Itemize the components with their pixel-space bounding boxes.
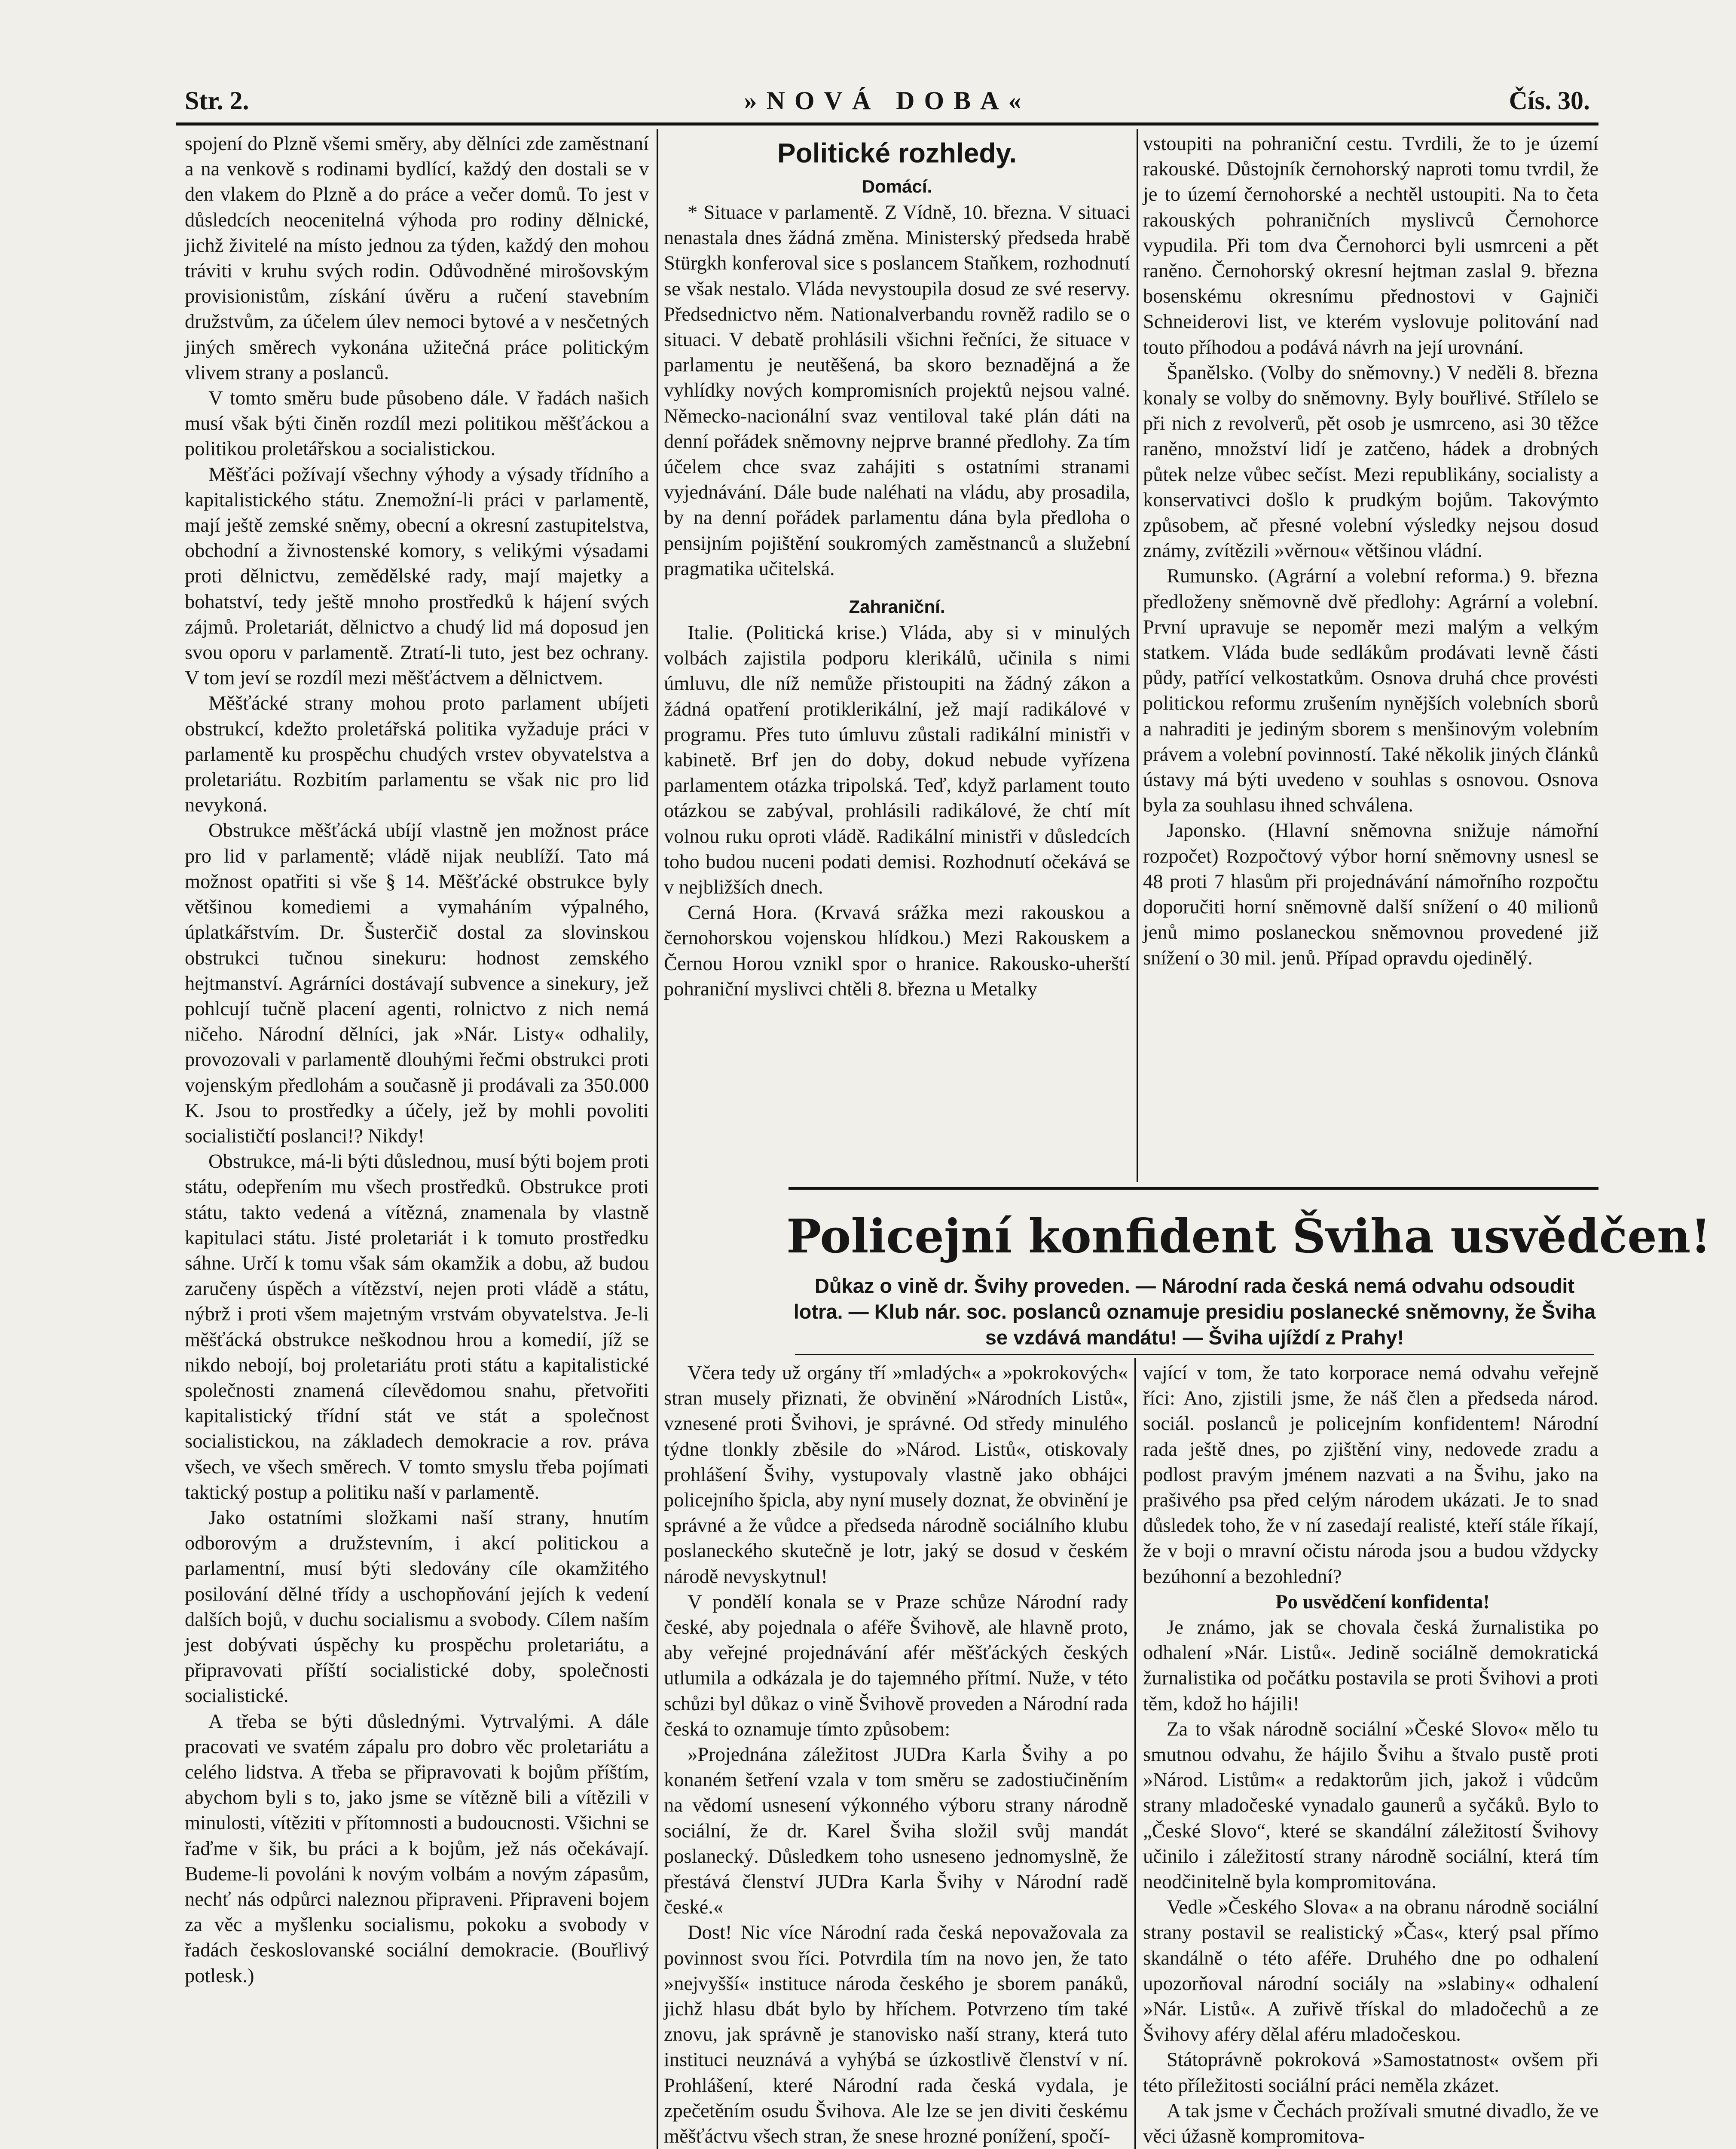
feature-deck-rule (795, 1354, 1594, 1355)
paragraph: Státoprávně pokroková »Samostatnost« ovšem při této příležitosti sociální práci neměla zkázet. (1143, 2049, 1598, 2097)
section-title: Politické rozhledy. (777, 138, 1017, 168)
right-column (1143, 131, 1598, 1180)
column-rule-left (657, 129, 658, 2149)
paragraph: Včera tedy už orgány tří »mladých« a »pokrokových« stran musely přiznati, že obvinění »Národních Listů«, vznesené proti Švihovi, je správné. Od středy minulého týdne tlonkly zběsile do »Národ. Listů«, otiskovaly prohlášení Švihy, vystupovaly vlastně jako obhájci policejního špicla, aby nyní musely doznat, že obvinění je správné a že vůdce a předseda národně sociálního klubu poslaneckého skutečně je lotr, jaký se dosud v českém národě nevyskytnul! (664, 1362, 1128, 1588)
paragraph: vající v tom, že tato korporace nemá odvahu veřejně říci: Ano, zjistili jsme, že náš člen a předseda národ. sociál. poslanců je policejním konfidentem! Národní rada ještě dnes, po zjištění viny, nedovede zradu a podlost pravým jménem nazvati a na Švihu, jako na prašivého psa před celým národem ukázati. Je to snad důsledek toho, že v ní zasedají realisté, kteří stále říkají, že v boji o mravní očistu národa jsou a budou vždycky bezúhonní a bezohlední? (1143, 1362, 1598, 1588)
feature-left-column (664, 1360, 1128, 2149)
feature-right-column (1143, 1360, 1598, 2149)
paragraph: Vedle »Českého Slova« a na obranu národně sociální strany postavil se realistický »Čas«, který psal přímo skandálně o této aféře. Druhého dne po odhalení upozorňoval národní sociály na »slabiny« odhalení »Nár. Listů«. A zuřivě třískal do mladočechů a ze Švihovy aféry dělal aféru mladočeskou. (1143, 1896, 1598, 2046)
header-rule (176, 122, 1598, 126)
paragraph: Rumunsko. (Agrární a volební reforma.) 9. března předloženy sněmovně dvě předlohy: Agrární a volební. První upravuje se nepoměr mezi malým a velkým statkem. Vláda bude sedlákům prodávati levně části půdy, patřící velkostatkům. Osnova druhá chce provésti politickou reformu zrušením nynějších volebních sborů a nahraditi je jediným sborem s menšinovým volebním právem a volební povinností. Také několik jiných článků ústavy má býti uvedeno v souhlas s osnovou. Osnova byla za souhlasu ihned schválena. (1143, 565, 1598, 817)
column-rule-middle (1137, 129, 1138, 1182)
column-rule-feature (1134, 1358, 1136, 2149)
feature-deck: Důkaz o vině dr. Švihy proveden. — Národní rada česká nemá odvahu odsoudit lotra. — Klub nár. soc. poslanců oznamuje presidiu poslanecké sněmovny, že Šviha se vzdává mandátu! — Šviha ujíždí z Prahy! (793, 1274, 1596, 1349)
issue-number: Čís. 30. (1509, 86, 1590, 115)
page-number: Str. 2. (185, 86, 249, 115)
left-column (185, 131, 649, 2149)
paragraph: Měšťáci požívají všechny výhody a výsady třídního a kapitalistického státu. Znemožní-li práci v parlamentě, mají ještě zemské sněmy, obecní a okresní zastupitelstva, obchodní a živnostenské komory, s velikými výsadami proti dělnictvu, zemědělské rady, mají majetky a bohatství, tedy ještě mnoho prostředků k hájení svých zájmů. Proletariát, dělnictvo a chudý lid má doposud jen svou oporu v parlamentě. Ztratí-li tuto, jest bez ochrany. V tom jeví se rozdíl mezi měšťáctvem a dělnictvem. (185, 463, 649, 689)
subsection-domestic: Domácí. (862, 176, 932, 196)
paragraph: * Situace v parlamentě. Z Vídně, 10. března. V situaci nenastala dnes žádná změna. Ministerský předseda hrabě Stürgkh konferoval sice s poslancem Staňkem, rozhodnutí se však nestalo. Vláda nevystoupila dosud ze své reservy. Předsednictvo něm. Nationalverbandu rovněž radilo se o situaci. V debatě prohlásili všichni řečníci, že situace v parlamentu je neutěšená, ba skoro beznadějná a že vyhlídky nových kompromisních projektů nejsou valné. Německo-nacionální svaz ventiloval také plán dáti na denní pořádek sněmovny nejprve branné předlohy. Za tím účelem chce svaz zahájiti s ostatními stranami vyjednávání. Dále bude naléhati na vládu, aby prosadila, by na denní pořádek parlamentu dána byla předloha o pensijním pojištění soukromých zaměstnanců a služební pragmatika učitelská. (664, 202, 1130, 580)
paragraph: Je známo, jak se chovala česká žurnalistika po odhalení »Nár. Listů«. Jedině sociálně demokratická žurnalistika od počátku postavila se proti Švihovi a proti těm, kdož ho hájili! (1143, 1616, 1598, 1715)
paragraph: V pondělí konala se v Praze schůze Národní rady české, aby pojednala o aféře Švihově, ale hlavně proto, aby veřejné projednávání afér měšťáckých českých utlumila a odkázala je do tajemného přítmí. Nuže, v této schůzi byl důkaz o vině Švihově proveden a Národní rada česká to oznamuje tímto způsobem: (664, 1591, 1128, 1740)
feature-top-rule (789, 1187, 1598, 1190)
subheading: Po usvědčení konfidenta! (1275, 1591, 1490, 1613)
paragraph: Japonsko. (Hlavní sněmovna snižuje námořní rozpočet) Rozpočtový výbor horní sněmovny usnesl se 48 proti 7 hlasům při projednávání námořního rozpočtu doporučiti horní sněmovně další snížení o 40 milionů jenů mimo poslaneckou sněmovnou provedené již snížení o 30 mil. jenů. Případ opravdu ojedinělý. (1143, 820, 1598, 969)
paragraph: Dost! Nic více Národní rada česká nepovažovala za povinnost svou říci. Potvrdila tím na novo jen, že tato »nejvyšší« instituce národa českého je sborem panáků, jichž hlasu dbát bylo by hříchem. Potvrzeno tím také znovu, jak správně je stanovisko naší strany, která tuto instituci neuznává a vyhýbá se úzkostlivě členství v ní. Prohlášení, které Národní rada česká vydala, je zpečetěním osudu Švihova. Ale lze se jen diviti českému měšťáctvu všech stran, že snese hrozné ponížení, spočí- (664, 1922, 1128, 2148)
paragraph: Měšťácké strany mohou proto parlament ubíjeti obstrukcí, kdežto proletářská politika vyžaduje práci v parlamentě ku prospěchu chudých vrstev obyvatelstva a proletariátu. Rozbitím parlamentu se však nic pro lid nevykoná. (185, 692, 649, 817)
paragraph: A třeba se býti důslednými. Vytrvalými. A dále pracovati ve svatém zápalu pro dobro věc proletariátu a celého lidstva. A třeba se připravovati k bojům příštím, abychom byli s to, jako jsme se vítězně bili a vítězili v minulosti, vítěziti v přítomnosti a budoucnosti. Všichni se řaďme v šik, bu práci a k bojům, jež nás očekávají. Budeme-li povoláni k novým volbám a novým zápasům, nechť nás odpůrci naleznou připraveni. Připraveni bojem za věc a myšlenku socialismu, pokoku a svobody v řadách českoslovanské sociální demokracie. (Bouřlivý potlesk.) (185, 1710, 649, 1987)
paragraph: »Projednána záležitost JUDra Karla Švihy a po konaném šetření vzala v tom směru se zadostiučiněním na vědomí usnesení výkonného výboru strany národně sociální, že dr. Karel Šviha složil svůj mandát poslanecký. Důsledkem toho usneseno jednomyslně, že přestává členství JUDra Karla Švihy v Národní radě české.« (664, 1744, 1128, 1919)
page-header (185, 85, 1590, 116)
paragraph: Obstrukce měšťácká ubíjí vlastně jen možnost práce pro lid v parlamentě; vládě nijak neublíží. Tato má možnost opatřiti si vše § 14. Měšťácké obstrukce byly většinou komediemi a vymaháním výpalného, úplatkářstvím. Dr. Šusterčič dostal za slovinskou obstrukci tučnou sinekuru: hodnost zemského hejtmanství. Agrárníci dostávají subvence a sinekury, jež pohlcují tučně placení agenti, rolnictvo z nich nemá ničeho. Národní dělníci, jak »Nár. Listy« odhalily, provozovali v parlamentě dlouhými řečmi obstrukci proti vojenským předlohám a současně ji prodávali za 350.000 K. Jsou to prostředky a účely, jež by mohli povoliti socialističtí poslanci!? Nikdy! (185, 820, 649, 1147)
paragraph: Jako ostatními složkami naší strany, hnutím odborovým a družstevním, i akcí politickou a parlamentní, musí býti sledovány cíle okamžitého posilování dělné třídy a uschopňování jejích k vedení dalších bojů, v duchu socialismu a svobody. Cílem naším jest dobývati úspěchy ku prospěchu proletariátu, a připravovati příští socialistické doby, společnosti socialistické. (185, 1506, 649, 1707)
paragraph: A tak jsme v Čechách prožívali smutné divadlo, že ve věci úžasně kompromitova- (1143, 2100, 1598, 2148)
paragraph: spojení do Plzně všemi směry, aby dělníci zde zaměstnaní a na venkově s rodinami bydlící, každý den dostali se v den vlakem do Plzně a do práce a večer domů. To jest v důsledcích neocenitelná výhoda pro rodiny dělnické, jichž živitelé na místo jednou za týden, každý den mohou tráviti v kruhu svých rodin. Odůvodněné mirošovským provisionistům, získání úvěru a ručení stavebním družstvům, za účelem úlev nemoci bytové a v nesčetných jiných směrech vykonána užitečná práce politickým vlivem strany a poslanců. (185, 133, 649, 384)
newspaper-title: »NOVÁ DOBA« (744, 86, 1031, 115)
feature-headline: Policejní konfident Šviha usvědčen! (786, 1209, 1711, 1264)
paragraph: V tomto směru bude působeno dále. V řadách našich musí však býti činěn rozdíl mezi politikou měšťáckou a politikou proletářskou a socialistickou. (185, 387, 649, 460)
middle-column (664, 131, 1130, 1180)
paragraph: Cerná Hora. (Krvavá srážka mezi rakouskou a černohorskou vojenskou hlídkou.) Mezi Rakouskem a Černou Horou vznikl spor o hranice. Rakousko-uherští pohraniční myslivci chtěli 8. března u Metalky (664, 902, 1130, 1000)
paragraph: Obstrukce, má-li býti důslednou, musí býti bojem proti státu, odepřením mu všech prostředků. Obstrukce proti státu, takto vedená a vítězná, znamenala by vlastně kapitulaci státu. Jisté proletariát i k tomuto prostředku sáhne. Určí k tomu však sám okamžik a dobu, až budou zaručeny úspěch a vítězství, nejen proti vládě a státu, nýbrž i proti všem majetným vrstvám obyvatelstva. Je-li měšťácká obstrukce neškodnou hrou a komedií, jíž se nikdo nebojí, boj proletariátu proti státu a kapitalistické společnosti znamená cílevědomou snahu, přetvořiti kapitalistický třídní stát ve stát a společnost socialistickou, na základech demokracie a rov. práva všech, ve všech směrech. V tomto smyslu třeba pojímati taktický postup a politiku naší v parlamentě. (185, 1151, 649, 1503)
subsection-foreign: Zahraniční. (849, 597, 945, 617)
paragraph: Za to však národně sociální »České Slovo« mělo tu smutnou odvahu, že hájilo Švihu a štvalo pustě proti »Národ. Listům« a redaktorům jich, jakož i vůdcům strany mladočeské vynadalo gaunerů a syčáků. Bylo to „České Slovo“, které se skandální záležitostí Švihovy učinilo i záležitostí strany národně sociální, která tím neodčinitelně byla kompromitována. (1143, 1718, 1598, 1893)
paragraph: Španělsko. (Volby do sněmovny.) V neděli 8. března konaly se volby do sněmovny. Byly bouřlivé. Střílelo se při nich z revolverů, pět osob je usmrceno, asi 30 těžce raněno, množství lidí je zatčeno, hádek a drobných půtek nelze vůbec sečíst. Mezi republikány, socialisty a konservativci došlo k prudkým bojům. Takovýmto způsobem, ač přesné volební výsledky nejsou dosud známy, zvítězili »věrnou« většinou vládní. (1143, 361, 1598, 562)
paragraph: Italie. (Politická krise.) Vláda, aby si v minulých volbách zajistila podporu klerikálů, učinila s nimi úmluvu, dle níž nemůže přistoupiti na žádný zákon a žádná opatření protiklerikální, jež mají radikálové v programu. Přes tuto úmluvu zůstali radikální ministři v kabinetě. Brf jen do doby, dokud nebude vyřízena parlamentem otázka tripolská. Teď, když parlament touto otázkou se zabýval, prohlásili radikálové, že chtí mít volnou ruku oproti vládě. Radikální ministři v důsledcích toho budou nuceni podati demisi. Rozhodnutí očekává se v nejbližších dnech. (664, 622, 1130, 899)
paragraph: vstoupiti na pohraniční cestu. Tvrdili, že to je území rakouské. Důstojník černohorský naproti tomu tvrdil, že je to území černohorské a nechtěl ustoupiti. Na to četa rakouských pohraničních myslivců Černohorce vypudila. Při tom dva Černohorci byli usmrceni a pět raněno. Černohorský okresní hejtman zaslal 9. března bosenskému okresnímu přednostovi v Gajniči Schneiderovi list, ve kterém vyslovuje politování nad touto příhodou a podává návrh na její urovnání. (1143, 133, 1598, 358)
